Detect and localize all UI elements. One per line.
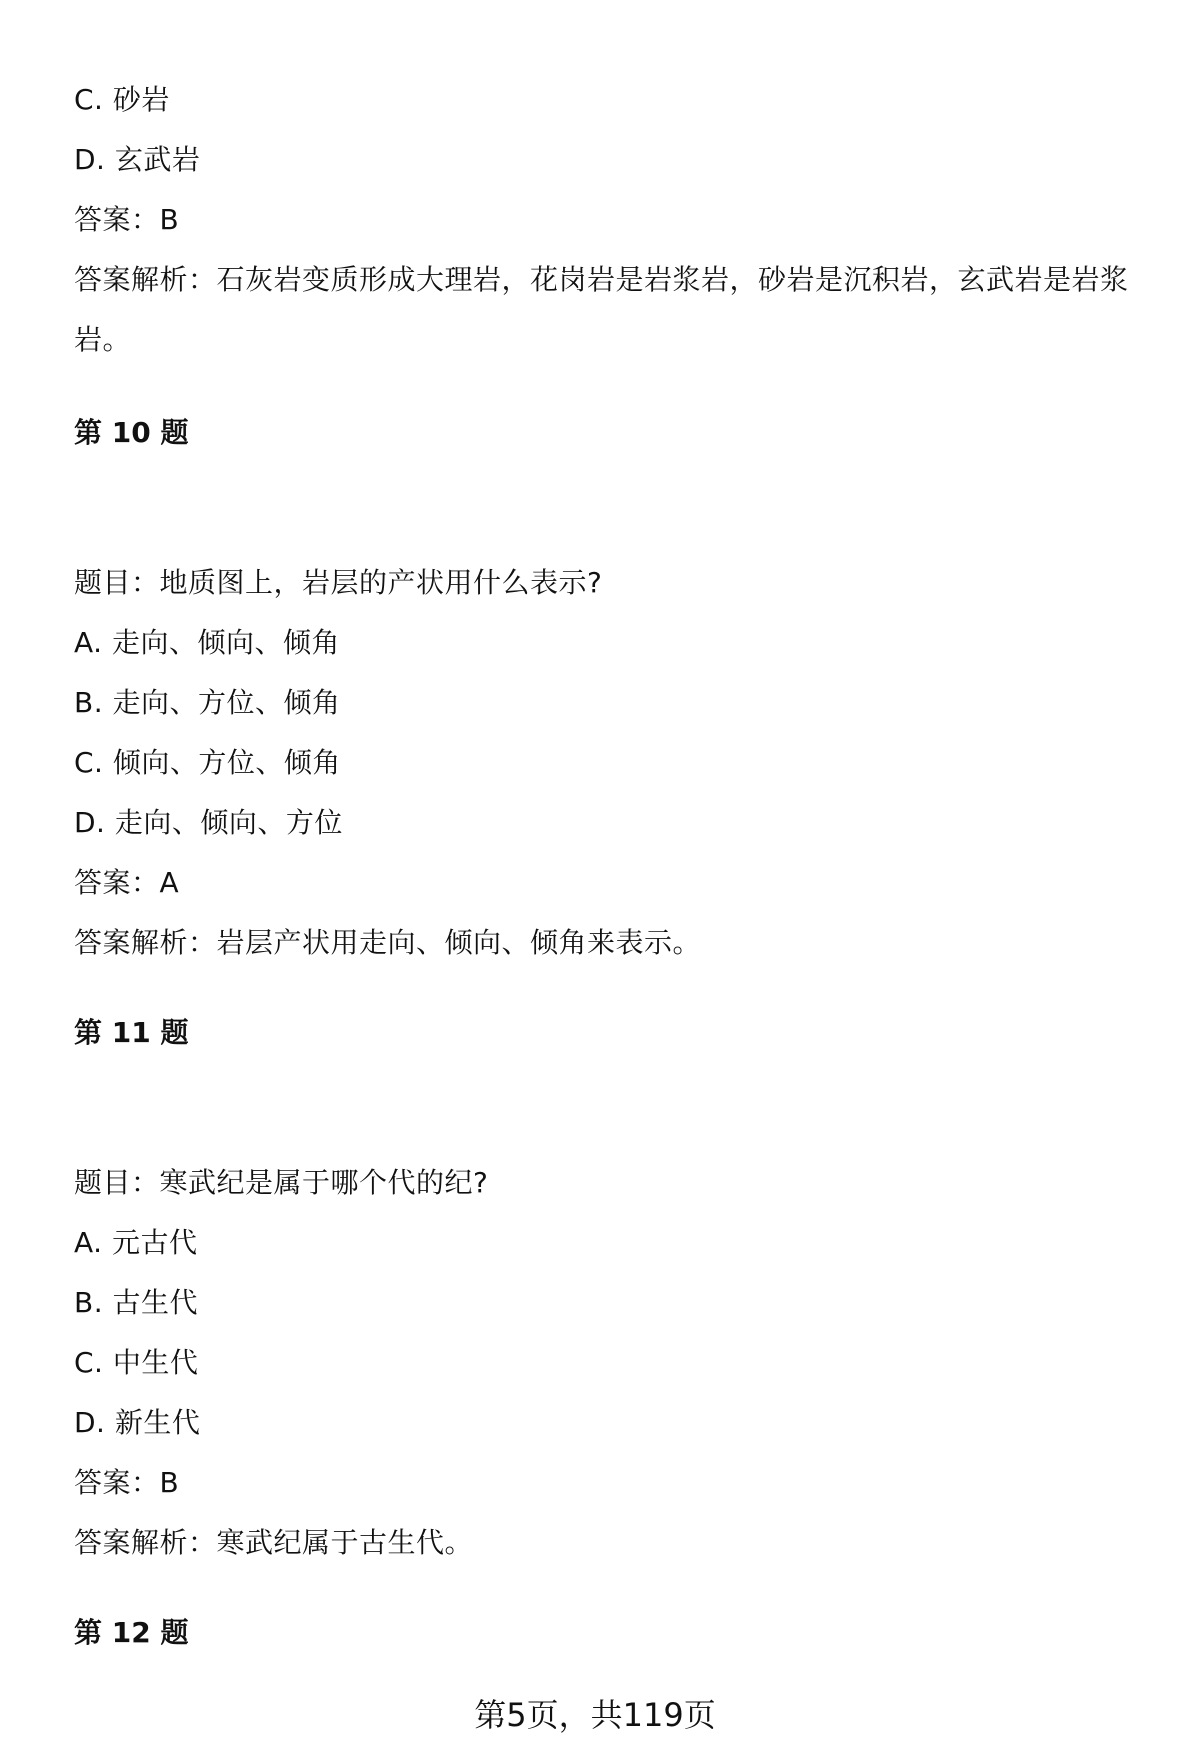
- option-b: B. 古生代: [74, 1286, 199, 1319]
- page-footer: 第5页，共119页: [474, 1696, 716, 1734]
- option-c: C. 砂岩: [74, 83, 170, 116]
- question-heading: 第 12 题: [74, 1616, 189, 1649]
- answer-explanation: 答案解析：岩层产状用走向、倾向、倾角来表示。: [74, 926, 702, 959]
- option-c: C. 倾向、方位、倾角: [74, 746, 341, 779]
- question-text: 题目：地质图上，岩层的产状用什么表示?: [74, 566, 603, 599]
- answer-explanation: 答案解析：寒武纪属于古生代。: [74, 1526, 474, 1559]
- question-heading: 第 11 题: [74, 1016, 189, 1049]
- answer-explanation: 答案解析：石灰岩变质形成大理岩，花岗岩是岩浆岩，砂岩是沉积岩，玄武岩是岩浆岩。: [74, 263, 1129, 356]
- option-b: B. 走向、方位、倾角: [74, 686, 341, 719]
- option-d: D. 新生代: [74, 1406, 201, 1439]
- option-d: D. 玄武岩: [74, 143, 201, 176]
- answer: 答案：B: [74, 203, 180, 236]
- option-a: A. 元古代: [74, 1226, 198, 1259]
- question-heading: 第 10 题: [74, 416, 189, 449]
- option-a: A. 走向、倾向、倾角: [74, 626, 340, 659]
- question-text: 题目：寒武纪是属于哪个代的纪?: [74, 1166, 489, 1199]
- answer: 答案：A: [74, 866, 180, 899]
- answer: 答案：B: [74, 1466, 180, 1499]
- option-c: C. 中生代: [74, 1346, 199, 1379]
- option-d: D. 走向、倾向、方位: [74, 806, 343, 839]
